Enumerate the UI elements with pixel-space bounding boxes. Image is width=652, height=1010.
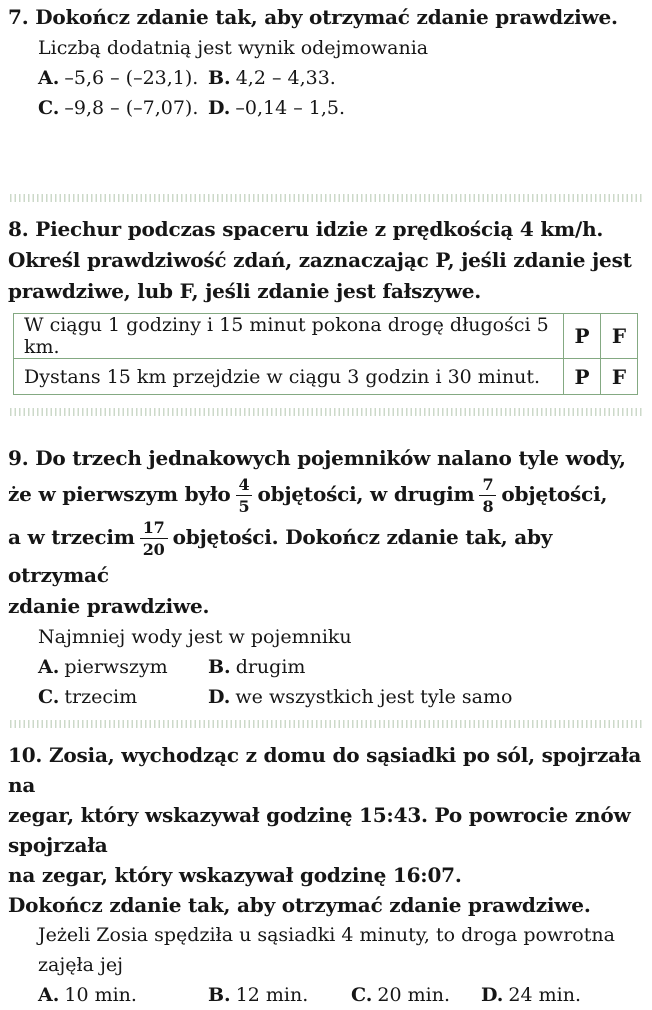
question-9-statement-line-4: zdanie prawdziwe. [8, 594, 210, 618]
fraction-4-5 [236, 476, 253, 515]
statement-text: że w pierwszym było [8, 482, 231, 506]
question-9-statement-line-1: 9. Do trzech jednakowych pojemników nalano tyle wody, [8, 446, 626, 470]
question-7 [8, 2, 644, 123]
fraction-numerator: 4 [236, 476, 253, 496]
option-letter: C. [38, 97, 60, 119]
question-10-statement-line-2: zegar, który wskazywał godzinę 15:43. Po powrocie znów spojrzała [8, 803, 631, 857]
option-text: –9,8 – (–7,07). [64, 97, 199, 119]
table-row [14, 314, 638, 359]
question-9-prompt: Najmniej wody jest w pojemniku [38, 626, 352, 648]
option-letter: A. [38, 656, 60, 678]
option-text: drugim [235, 656, 306, 678]
option-letter: D. [481, 984, 504, 1006]
false-choice-cell[interactable]: F [601, 314, 638, 359]
fraction-numerator: 17 [140, 519, 168, 539]
question-9-options-row-1 [8, 652, 644, 682]
question-10-statement-line-1: 10. Zosia, wychodząc z domu do sąsiadki po sól, spojrzała na [8, 743, 642, 797]
statement-text: objętości, [501, 482, 608, 506]
question-8-statement-line-1: 8. Piechur podczas spaceru idzie z prędkością 4 km/h. [8, 217, 604, 241]
fraction-17-20 [140, 519, 168, 558]
section-divider-icon [10, 720, 644, 728]
question-8 [8, 214, 644, 395]
question-10-option-c[interactable] [351, 980, 450, 1010]
option-text: 4,2 – 4,33. [235, 67, 336, 89]
question-7-prompt: Liczbą dodatnią jest wynik odejmowania [38, 37, 429, 59]
true-choice-cell[interactable]: P [564, 359, 601, 395]
question-7-statement: 7. Dokończ zdanie tak, aby otrzymać zdanie prawdziwe. [8, 5, 618, 29]
question-8-statement-line-3: prawdziwe, lub F, jeśli zdanie jest fałszywe. [8, 279, 482, 303]
question-9-statement-line-2 [8, 474, 644, 517]
question-9-option-c[interactable] [38, 682, 137, 712]
question-9-option-a[interactable] [38, 652, 168, 682]
option-letter: B. [208, 656, 231, 678]
question-8-statement-line-2: Określ prawdziwość zdań, zaznaczając P, jeśli zdanie jest [8, 248, 632, 272]
fraction-numerator: 7 [479, 476, 496, 496]
question-9-options-row-2 [8, 682, 644, 712]
table-row [14, 359, 638, 395]
true-choice-cell[interactable]: P [564, 314, 601, 359]
statement-text: objętości. Dokończ zdanie tak, aby otrzymać [8, 525, 553, 587]
question-10-statement-line-3: na zegar, który wskazywał godzinę 16:07. [8, 863, 462, 887]
question-7-option-b[interactable] [208, 63, 336, 93]
fraction-denominator: 8 [482, 497, 494, 516]
option-text: –0,14 – 1,5. [235, 97, 346, 119]
option-text: 10 min. [64, 984, 137, 1006]
question-7-option-c[interactable] [38, 93, 198, 123]
question-7-option-a[interactable] [38, 63, 198, 93]
statement-text: objętości, w drugim [257, 482, 475, 506]
option-text: 20 min. [377, 984, 450, 1006]
option-letter: B. [208, 67, 231, 89]
option-letter: A. [38, 67, 60, 89]
question-10-option-d[interactable] [481, 980, 581, 1010]
option-letter: D. [208, 97, 231, 119]
option-letter: C. [38, 686, 60, 708]
question-10-option-a[interactable] [38, 980, 137, 1010]
option-text: –5,6 – (–23,1). [64, 67, 199, 89]
question-10-statement-line-4: Dokończ zdanie tak, aby otrzymać zdanie prawdziwe. [8, 893, 591, 917]
option-letter: D. [208, 686, 231, 708]
option-letter: B. [208, 984, 231, 1006]
question-9-statement-line-3 [8, 517, 644, 591]
question-9 [8, 443, 644, 712]
question-10-prompt: Jeżeli Zosia spędziła u sąsiadki 4 minuty, to droga powrotna zajęła jej [38, 924, 615, 976]
question-7-options-row-2 [8, 93, 644, 123]
option-text: trzecim [64, 686, 138, 708]
question-7-option-d[interactable] [208, 93, 345, 123]
table-row-statement: Dystans 15 km przejdzie w ciągu 3 godzin i 30 minut. [14, 359, 564, 395]
fraction-denominator: 5 [238, 497, 250, 516]
fraction-7-8 [479, 476, 496, 515]
question-10-option-b[interactable] [208, 980, 308, 1010]
false-choice-cell[interactable]: F [601, 359, 638, 395]
option-text: 24 min. [508, 984, 582, 1006]
section-divider-icon [10, 408, 644, 416]
option-letter: A. [38, 984, 60, 1006]
option-text: pierwszym [64, 656, 168, 678]
statement-text: a w trzecim [8, 525, 135, 549]
question-9-option-d[interactable] [208, 682, 512, 712]
fraction-denominator: 20 [142, 540, 165, 559]
table-row-statement: W ciągu 1 godziny i 15 minut pokona drogę długości 5 km. [14, 314, 564, 359]
question-7-options-row-1 [8, 63, 644, 93]
option-letter: C. [351, 984, 373, 1006]
section-divider-icon [10, 194, 644, 202]
question-10 [8, 740, 644, 1010]
question-9-option-b[interactable] [208, 652, 305, 682]
option-text: 12 min. [235, 984, 309, 1006]
question-10-options-row [8, 980, 644, 1010]
true-false-table [13, 313, 638, 395]
option-text: we wszystkich jest tyle samo [235, 686, 513, 708]
